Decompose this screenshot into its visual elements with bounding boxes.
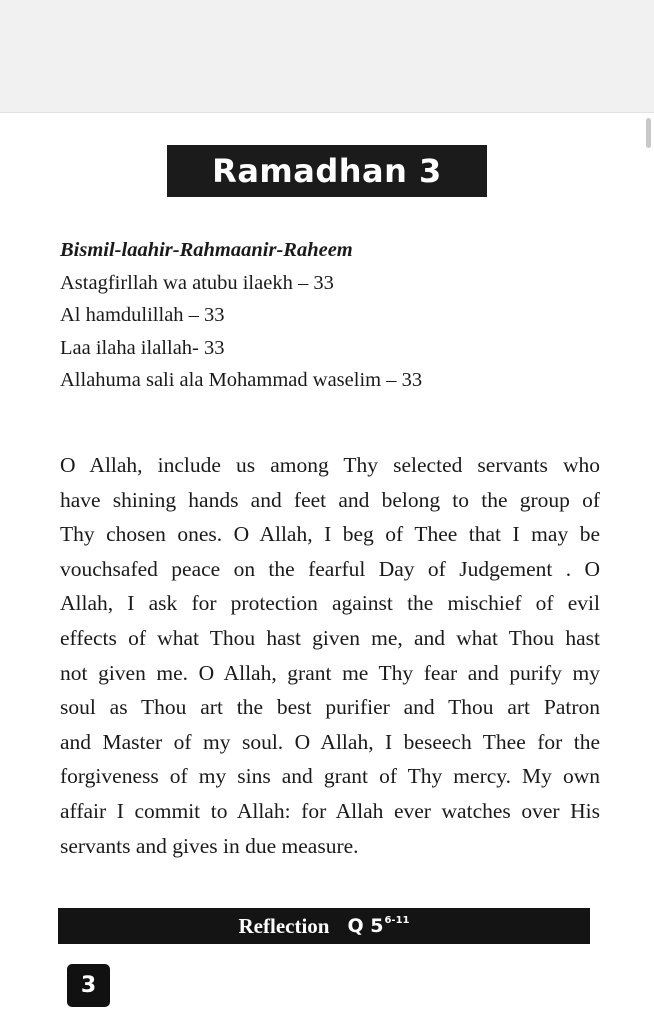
quran-reference-main: Q 5 — [347, 915, 384, 937]
dua-line: and Master of my soul. O Allah, I beseech Thee for the — [60, 729, 600, 754]
dua-line: O Allah, include us among Thy selected servants who — [60, 453, 600, 477]
reflection-label: Reflection — [238, 913, 330, 938]
dua-line: not given me. O Allah, grant me Thy fear and purify my — [60, 660, 600, 685]
page-number: 3 — [67, 964, 110, 1007]
dhikr-list — [60, 234, 620, 397]
scroll-indicator[interactable] — [646, 118, 651, 148]
dua-line: have shining hands and feet and belong to the group of — [60, 487, 600, 512]
dhikr-line: Laa ilaha ilallah- 33 — [60, 336, 225, 359]
dua-line: soul as Thou art the best purifier and Thou art Patron — [60, 695, 600, 720]
dua-paragraph — [60, 448, 600, 863]
reflection-bar — [58, 908, 590, 944]
page-title: Ramadhan 3 — [167, 145, 487, 197]
top-bar — [0, 0, 654, 113]
dua-line: affair I commit to Allah: for Allah ever watches over His — [60, 798, 600, 823]
dua-line: servants and gives in due measure. — [60, 833, 359, 858]
dua-line: Thy chosen ones. O Allah, I beg of Thee that I may be — [60, 522, 600, 547]
quran-reference-verses: 6-11 — [384, 915, 410, 926]
dhikr-line: Al hamdulillah – 33 — [60, 304, 225, 326]
dua-line: vouchsafed peace on the fearful Day of Judgement . O — [60, 556, 600, 581]
dua-line: Allah, I ask for protection against the mischief of evil — [60, 591, 600, 616]
quran-reference — [347, 915, 409, 937]
dhikr-line: Allahuma sali ala Mohammad waselim – 33 — [60, 369, 423, 391]
dhikr-heading: Bismil-laahir-Rahmaanir-Raheem — [60, 239, 353, 261]
dua-line: forgiveness of my sins and grant of Thy mercy. My own — [60, 764, 600, 789]
dua-line: effects of what Thou hast given me, and what Thou hast — [60, 625, 600, 650]
dhikr-line: Astagfirllah wa atubu ilaekh – 33 — [60, 271, 334, 294]
